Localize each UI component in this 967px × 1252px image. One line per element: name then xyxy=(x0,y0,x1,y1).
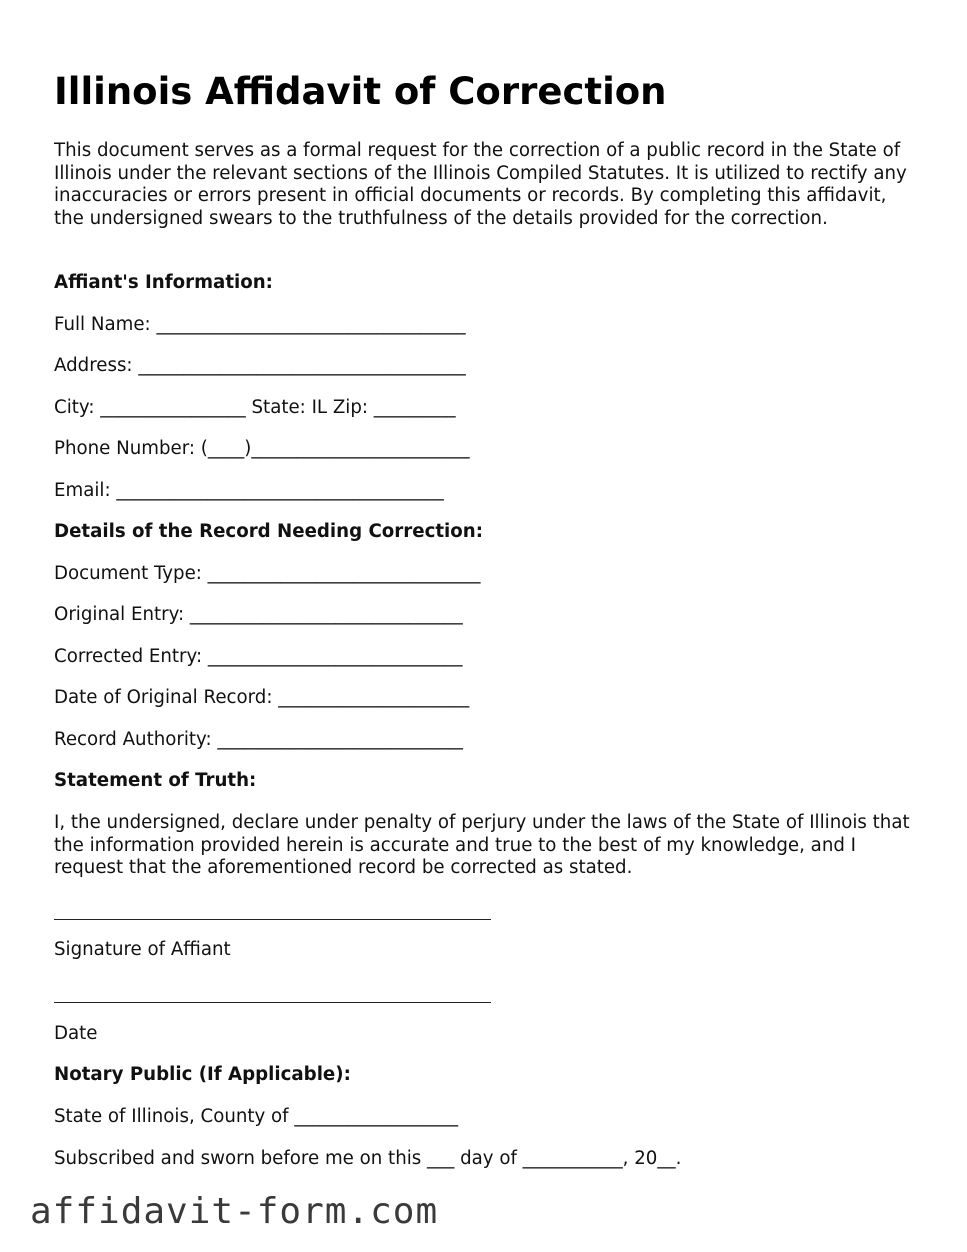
site-watermark: affidavit-form.com xyxy=(30,1191,439,1232)
record-authority-field[interactable]: Record Authority: ___________________________ xyxy=(54,729,463,750)
full-name-field[interactable]: Full Name: __________________________________ xyxy=(54,314,466,335)
notary-sworn-field[interactable]: Subscribed and sworn before me on this ___ day of ___________, 20__. xyxy=(54,1148,682,1169)
signature-label: Signature of Affiant xyxy=(54,939,231,960)
signature-line[interactable] xyxy=(54,919,491,920)
date-line[interactable] xyxy=(54,1002,491,1003)
affiant-heading: Affiant's Information: xyxy=(54,272,273,293)
original-entry-field[interactable]: Original Entry: ______________________________ xyxy=(54,604,463,625)
notary-heading: Notary Public (If Applicable): xyxy=(54,1064,351,1085)
email-field[interactable]: Email: ____________________________________ xyxy=(54,480,444,501)
phone-number-field[interactable]: Phone Number: (____)________________________ xyxy=(54,438,470,459)
intro-paragraph: This document serves as a formal request for the correction of a public record in the State of Illinois under the relevant sections of the Illinois Compiled Statutes. It is utilized to rectify any inaccuracies or errors present in official documents or records. By completing this affidavit, the undersigned swears to the truthfulness of the details provided for the correction. xyxy=(54,140,907,229)
document-type-field[interactable]: Document Type: ______________________________ xyxy=(54,563,481,584)
record-heading: Details of the Record Needing Correction: xyxy=(54,521,483,542)
corrected-entry-field[interactable]: Corrected Entry: ____________________________ xyxy=(54,646,463,667)
statement-text: I, the undersigned, declare under penalty of perjury under the laws of the State of Illinois that the information provided herein is accurate and true to the best of my knowledge, and I request that the aforementioned record be corrected as stated. xyxy=(54,812,910,879)
date-label: Date xyxy=(54,1023,98,1044)
city-state-zip-field[interactable]: City: ________________ State: IL Zip: _________ xyxy=(54,397,456,418)
statement-heading: Statement of Truth: xyxy=(54,770,257,791)
document-title: Illinois Affidavit of Correction xyxy=(54,70,667,113)
address-field[interactable]: Address: ____________________________________ xyxy=(54,355,466,376)
date-original-record-field[interactable]: Date of Original Record: _____________________ xyxy=(54,687,470,708)
notary-county-field[interactable]: State of Illinois, County of __________________ xyxy=(54,1106,459,1127)
